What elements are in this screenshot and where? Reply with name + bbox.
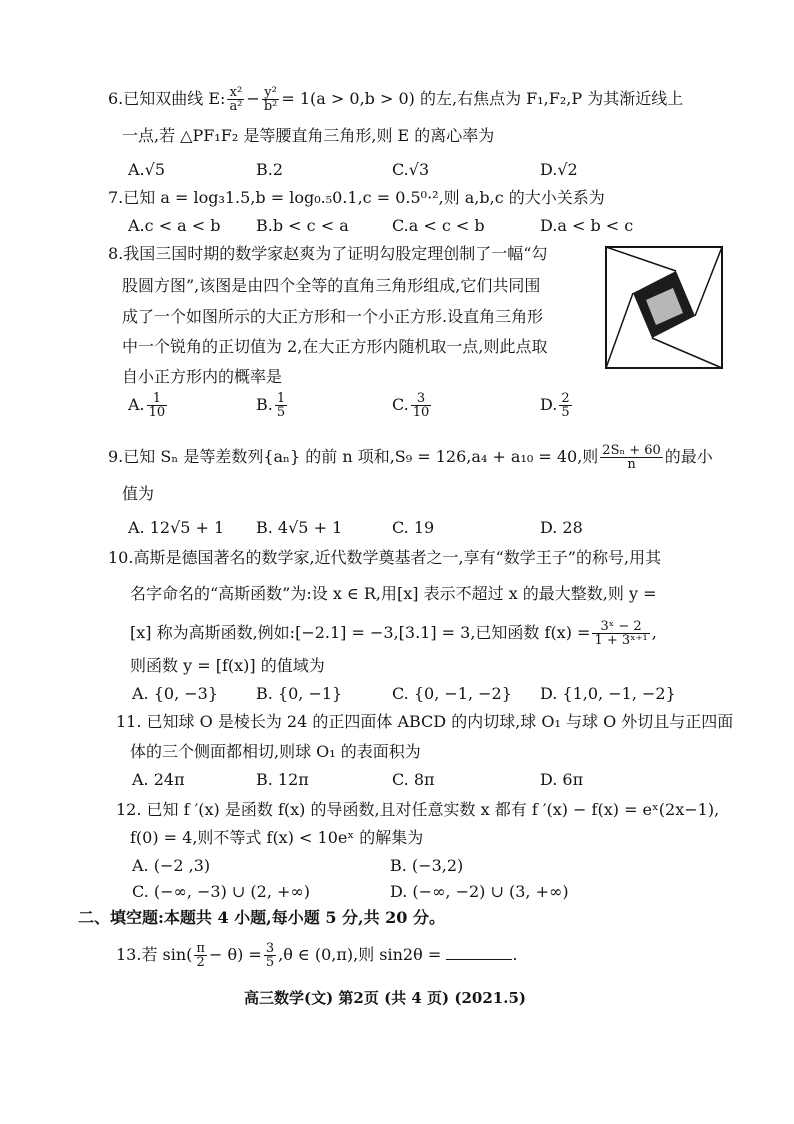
q11-option-d: D. 6π [540, 770, 584, 789]
triangle-edge-2 [606, 247, 676, 271]
q6-label: 6. [108, 89, 124, 108]
q9-text-b: 的最小 [664, 447, 713, 466]
q10-text-b: , [651, 623, 657, 642]
q7-option-a: A.c < a < b [128, 216, 221, 235]
q6-text-a: 已知双曲线 E: [123, 89, 226, 108]
q8-option-b-num: 1 [276, 391, 286, 406]
q8-option-d-label: D. [540, 395, 558, 414]
q7-option-b: B.b < c < a [256, 216, 349, 235]
q10-line4: 则函数 y = [f(x)] 的值域为 [130, 656, 325, 675]
q10-option-c: C. {0, −1, −2} [392, 684, 512, 703]
q8-option-c-label: C. [392, 395, 409, 414]
q10-line1: 10.高斯是德国著名的数学家,近代数学奠基者之一,享有“数学王子”的称号,用其 [108, 548, 662, 567]
q6-frac-y [262, 86, 280, 113]
q13-line [116, 942, 517, 969]
q12-option-d: D. (−∞, −2) ∪ (3, +∞) [390, 882, 569, 901]
q10-option-d: D. {1,0, −1, −2} [540, 684, 676, 703]
q12-line1: 12. 已知 f ′(x) 是函数 f(x) 的导函数,且对任意实数 x 都有 f ′(x) − f(x) = eˣ(2x−1), [116, 800, 720, 819]
q8-line5: 自小正方形内的概率是 [122, 367, 283, 386]
q6-option-b: B.2 [256, 160, 284, 179]
q11-line2: 体的三个侧面都相切,则球 O₁ 的表面积为 [130, 742, 421, 761]
q12-option-a: A. (−2 ,3) [132, 856, 211, 875]
q8-option-a-label: A. [128, 395, 145, 414]
q8-option-c [392, 392, 433, 419]
q10-frac-den: 1 + 3ˣ⁺¹ [594, 633, 648, 648]
triangle-edge-3 [695, 247, 722, 316]
q8-option-b-den: 5 [276, 405, 286, 420]
q7-option-d: D.a < b < c [540, 216, 634, 235]
q6-line1 [108, 86, 683, 113]
q11-line1: 11. 已知球 O 是棱长为 24 的正四面体 ABCD 的内切球,球 O₁ 与球 O 外切且与正四面 [116, 712, 734, 731]
q9-frac-den: n [627, 457, 636, 472]
q6-option-c: C.√3 [392, 160, 430, 179]
q7-option-c: C.a < c < b [392, 216, 485, 235]
q10-frac-num: 3ˣ − 2 [592, 620, 649, 634]
q13-frac-value-num: 3 [265, 941, 275, 956]
q8-option-d-num: 2 [561, 391, 570, 406]
q6-frac-y-den: b² [263, 99, 278, 114]
q13-frac-value [264, 942, 276, 969]
q8-option-a-frac [147, 392, 168, 419]
q10-line2: 名字命名的“高斯函数”为:设 x ∈ R,用[x] 表示不超过 x 的最大整数,则 y = [130, 584, 657, 603]
q10-text-a: [x] 称为高斯函数,例如:[−2.1] = −3,[3.1] = 3,已知函数 f(x) = [130, 623, 591, 642]
q12-line2: f(0) = 4,则不等式 f(x) < 10eˣ 的解集为 [130, 828, 424, 847]
section-fill-in-title: 二、填空题:本题共 4 小题,每小题 5 分,共 20 分。 [78, 908, 446, 927]
q6-frac-y-num: y² [262, 86, 280, 100]
q8-line3: 成了一个如图所示的大正方形和一个小正方形.设直角三角形 [122, 307, 544, 326]
q10-option-a: A. {0, −3} [132, 684, 219, 703]
q13-frac-pi-num: π [196, 941, 205, 956]
q8-option-a-den: 10 [148, 405, 166, 420]
q9-text-a: 9.已知 Sₙ 是等差数列{aₙ} 的前 n 项和,S₉ = 126,a₄ + a₁₀ = 40,则 [108, 447, 599, 466]
q8-option-b-label: B. [256, 395, 273, 414]
q6-option-d: D.√2 [540, 160, 578, 179]
q8-option-c-num: 3 [411, 392, 432, 406]
q10-frac [592, 620, 649, 647]
q9-line1 [108, 444, 713, 471]
q9-frac-num: 2Sₙ + 60 [602, 443, 661, 458]
q8-line2: 股圆方图”,该图是由四个全等的直角三角形组成,它们共同围 [122, 276, 541, 295]
q8-option-a-num: 1 [147, 392, 168, 406]
q8-option-d-frac [559, 392, 571, 419]
q9-line2: 值为 [122, 484, 155, 503]
q13-frac-pi [194, 942, 207, 969]
q8-option-b-frac [275, 392, 287, 419]
q9-frac [600, 444, 663, 471]
q7-stem: 7.已知 a = log₃1.5,b = log₀.₅0.1,c = 0.5⁰·²,则 a,b,c 的大小关系为 [108, 188, 605, 207]
q13-text-end: . [512, 945, 518, 964]
q8-line4: 中一个锐角的正切值为 2,在大正方形内随机取一点,则此点取 [122, 337, 548, 356]
triangle-edge-4 [652, 338, 722, 368]
q8-line1: 8.我国三国时期的数学家赵爽为了证明勾股定理创制了一幅“勾 [108, 244, 548, 263]
q13-frac-value-den: 5 [265, 955, 275, 970]
q9-option-d: D. 28 [540, 518, 583, 537]
q11-option-a: A. 24π [132, 770, 185, 789]
triangle-edge-1 [606, 293, 633, 368]
q6-frac-x-num: x² [227, 86, 244, 100]
q10-option-b: B. {0, −1} [256, 684, 343, 703]
q8-option-b [256, 392, 289, 419]
q8-option-c-frac [411, 392, 432, 419]
q6-minus: − [246, 89, 260, 108]
q8-option-c-den: 10 [412, 405, 430, 420]
q12-option-c: C. (−∞, −3) ∪ (2, +∞) [132, 882, 310, 901]
q9-option-a: A. 12√5 + 1 [128, 518, 225, 537]
page-footer: 高三数学(文) 第2页 (共 4 页) (2021.5) [244, 989, 526, 1007]
q6-line2: 一点,若 △PF₁F₂ 是等腰直角三角形,则 E 的离心率为 [122, 126, 495, 145]
q13-text-mid: − θ) = [208, 945, 262, 964]
q12-option-b: B. (−3,2) [390, 856, 464, 875]
q9-option-c: C. 19 [392, 518, 435, 537]
q11-option-b: B. 12π [256, 770, 309, 789]
q10-line3 [130, 620, 657, 647]
q6-frac-x [227, 86, 244, 113]
q11-option-c: C. 8π [392, 770, 435, 789]
q8-option-d-den: 5 [561, 405, 570, 420]
zhao-shuang-square-diagram [604, 245, 724, 370]
q6-frac-x-den: a² [229, 99, 243, 114]
q8-option-a [128, 392, 169, 419]
q9-option-b: B. 4√5 + 1 [256, 518, 343, 537]
q6-text-b: = 1(a > 0,b > 0) 的左,右焦点为 F₁,F₂,P 为其渐近线上 [281, 89, 684, 108]
q13-answer-blank [446, 945, 512, 960]
q13-text-a: 13.若 sin( [116, 945, 193, 964]
q13-frac-pi-den: 2 [196, 955, 205, 970]
q13-text-tail: ,θ ∈ (0,π),则 sin2θ = [278, 945, 442, 964]
q6-option-a: A.√5 [128, 160, 166, 179]
q8-option-d [540, 392, 574, 419]
